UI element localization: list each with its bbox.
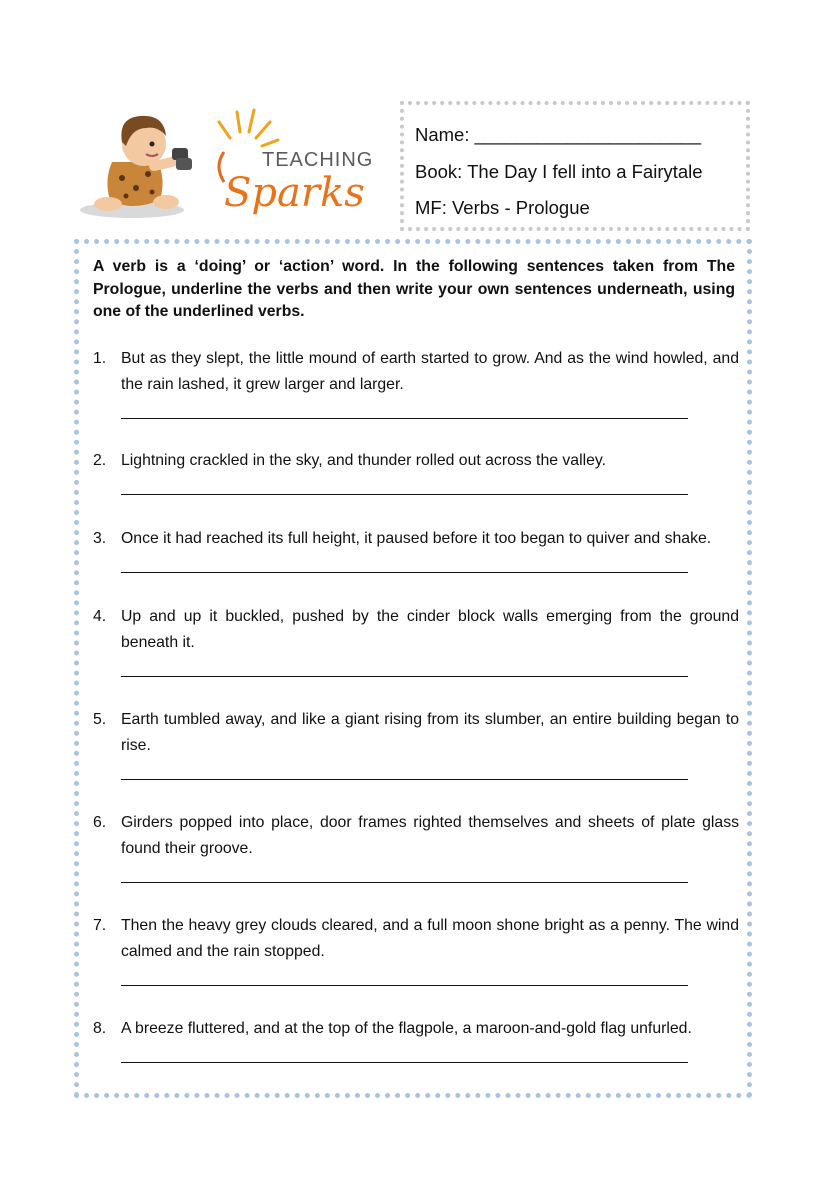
question-item [93,448,739,501]
answer-line[interactable]: __________________________________________________________________ [121,661,688,678]
answer-line[interactable]: __________________________________________________________________ [121,764,688,781]
question-number: 7. [93,917,107,934]
question-number: 4. [93,608,107,625]
question-text: Once it had reached its full height, it paused before it too began to quiver and shake. [121,530,712,547]
answer-line[interactable]: __________________________________________________________________ [121,867,688,884]
caveman-mascot-icon [74,100,394,225]
book-title-line: Book: The Day I fell into a Fairytale [415,160,703,182]
question-item [93,1016,739,1069]
question-number: 8. [93,1020,107,1037]
question-number: 3. [93,530,107,547]
answer-line[interactable]: __________________________________________________________________ [121,557,688,574]
question-text: Girders popped into place, door frames righted themselves and sheets of plate glass found their groove. [121,814,739,857]
question-number: 1. [93,350,107,367]
answer-line[interactable]: __________________________________________________________________ [121,1047,688,1064]
answer-line[interactable]: __________________________________________________________________ [121,479,688,496]
question-item [93,346,739,425]
instructions-text: A verb is a ‘doing’ or ‘action’ word. In the following sentences taken from The Prologue, underline the verbs and then write your own sentences underneath, using one of the underlined verbs. [93,258,735,320]
question-number: 5. [93,711,107,728]
question-item [93,604,739,683]
question-item [93,913,739,992]
brand-sparks-text: Sparks [224,170,365,216]
mf-topic-line: MF: Verbs - Prologue [415,197,590,218]
question-item [93,526,739,579]
question-number: 6. [93,814,107,831]
teaching-sparks-logo [74,100,394,225]
question-number: 2. [93,452,107,469]
question-text: Lightning crackled in the sky, and thunder rolled out across the valley. [121,452,607,469]
answer-line[interactable]: __________________________________________________________________ [121,403,688,420]
question-item [93,707,739,786]
name-field-line: Name: ______________________ [415,124,701,145]
brand-teaching-text: TEACHING [262,149,374,171]
question-text: Earth tumbled away, and like a giant rising from its slumber, an entire building began to rise. [121,711,739,754]
question-item [93,810,739,889]
worksheet-box [74,239,752,1098]
header-info-box [400,101,750,231]
question-text: A breeze fluttered, and at the top of the flagpole, a maroon-and-gold flag unfurled. [121,1020,692,1037]
question-text: Up and up it buckled, pushed by the cinder block walls emerging from the ground beneath it. [121,608,739,651]
question-text: Then the heavy grey clouds cleared, and a full moon shone bright as a penny. The wind calmed and the rain stopped. [121,917,739,960]
question-text: But as they slept, the little mound of earth started to grow. And as the wind howled, and the rain lashed, it grew larger and larger. [121,350,739,393]
answer-line[interactable]: __________________________________________________________________ [121,970,688,987]
